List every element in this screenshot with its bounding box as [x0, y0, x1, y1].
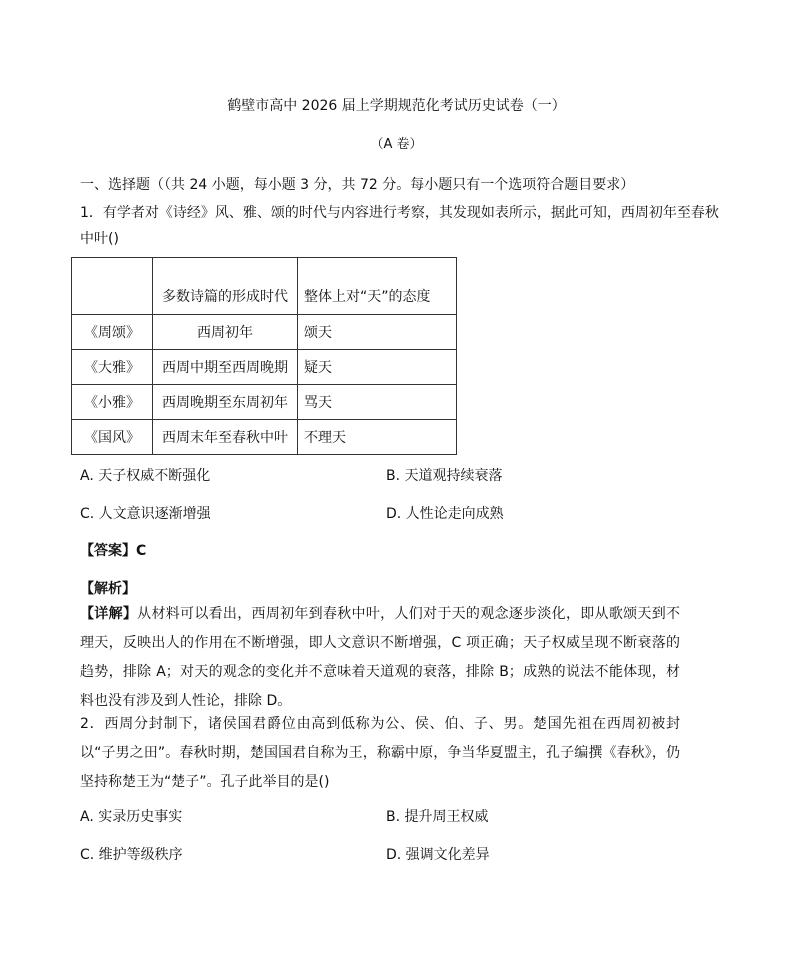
q1-option-d: D. 人性论走向成熟 — [386, 506, 504, 522]
q2-option-b: B. 提升周王权威 — [386, 809, 489, 825]
exam-title: 鹤壁市高中 2026 届上学期规范化考试历史试卷（一） — [227, 98, 566, 114]
table-cell: 颂天 — [298, 315, 457, 350]
table-cell: 《周颂》 — [72, 315, 153, 350]
analysis-label: 【解析】 — [80, 581, 136, 597]
table-cell: 《小雅》 — [72, 385, 153, 420]
table-header-cell: 多数诗篇的形成时代 — [153, 258, 298, 315]
q2-option-d: D. 强调文化差异 — [386, 847, 490, 863]
section-header: 一、选择题（（共 24 小题，每小题 3 分，共 72 分。每小题只有一个选项符合题目要求） — [80, 177, 635, 193]
table-row — [72, 420, 457, 455]
answer-label: 【答案】 — [80, 543, 136, 559]
question-2-stem: 2．西周分封制下，诸侯国君爵位由高到低称为公、侯、伯、子、男。楚国先祖在西周初被封以“子男之田”。春秋时期，楚国国君自称为王，称霸中原，争当华夏盟主，孔子编撰《春秋》，仍坚持称楚王为“楚子”。孔子此举目的是() — [80, 716, 680, 790]
table-cell: 西周初年 — [153, 315, 298, 350]
table-cell: 西周末年至春秋中叶 — [153, 420, 298, 455]
paper-version: （A 卷） — [370, 137, 423, 152]
table-row — [72, 350, 457, 385]
q1-explanation — [80, 600, 680, 716]
q1-option-c: C. 人文意识逐渐增强 — [80, 506, 211, 522]
q2-option-c: C. 维护等级秩序 — [80, 847, 183, 863]
table-row — [72, 385, 457, 420]
table-header-cell — [72, 258, 153, 315]
table-cell: 西周晚期至东周初年 — [153, 385, 298, 420]
detail-text: 从材料可以看出，西周初年到春秋中叶，人们对于天的观念逐步淡化，即从歌颂天到不理天，反映出人的作用在不断增强，即人文意识不断增强，C 项正确；天子权威呈现不断衰落的趋势，排除 A；对天的观念的变化并不意味着天道观的衰落，排除 B；成熟的说法不能体现，材料也没有涉及到人性论，排除 D。 — [80, 606, 680, 709]
q1-answer — [80, 540, 146, 560]
table-header-row — [72, 258, 457, 315]
question-1-stem: 1．有学者对《诗经》风、雅、颂的时代与内容进行考察，其发现如表所示，据此可知，西周初年至春秋中叶() — [80, 205, 719, 247]
table-row — [72, 315, 457, 350]
q1-option-b: B. 天道观持续衰落 — [386, 468, 503, 484]
table-cell: 《大雅》 — [72, 350, 153, 385]
table-cell: 西周中期至西周晚期 — [153, 350, 298, 385]
q2-option-a: A. 实录历史事实 — [80, 809, 183, 825]
table-cell: 疑天 — [298, 350, 457, 385]
table-cell: 《国风》 — [72, 420, 153, 455]
table-header-cell: 整体上对“天”的态度 — [298, 258, 457, 315]
q1-option-a: A. 天子权威不断强化 — [80, 468, 211, 484]
table-cell: 不理天 — [298, 420, 457, 455]
detail-label: 【详解】 — [80, 606, 138, 622]
answer-value: C — [136, 543, 147, 559]
table-cell: 骂天 — [298, 385, 457, 420]
question-1-table — [71, 257, 457, 455]
